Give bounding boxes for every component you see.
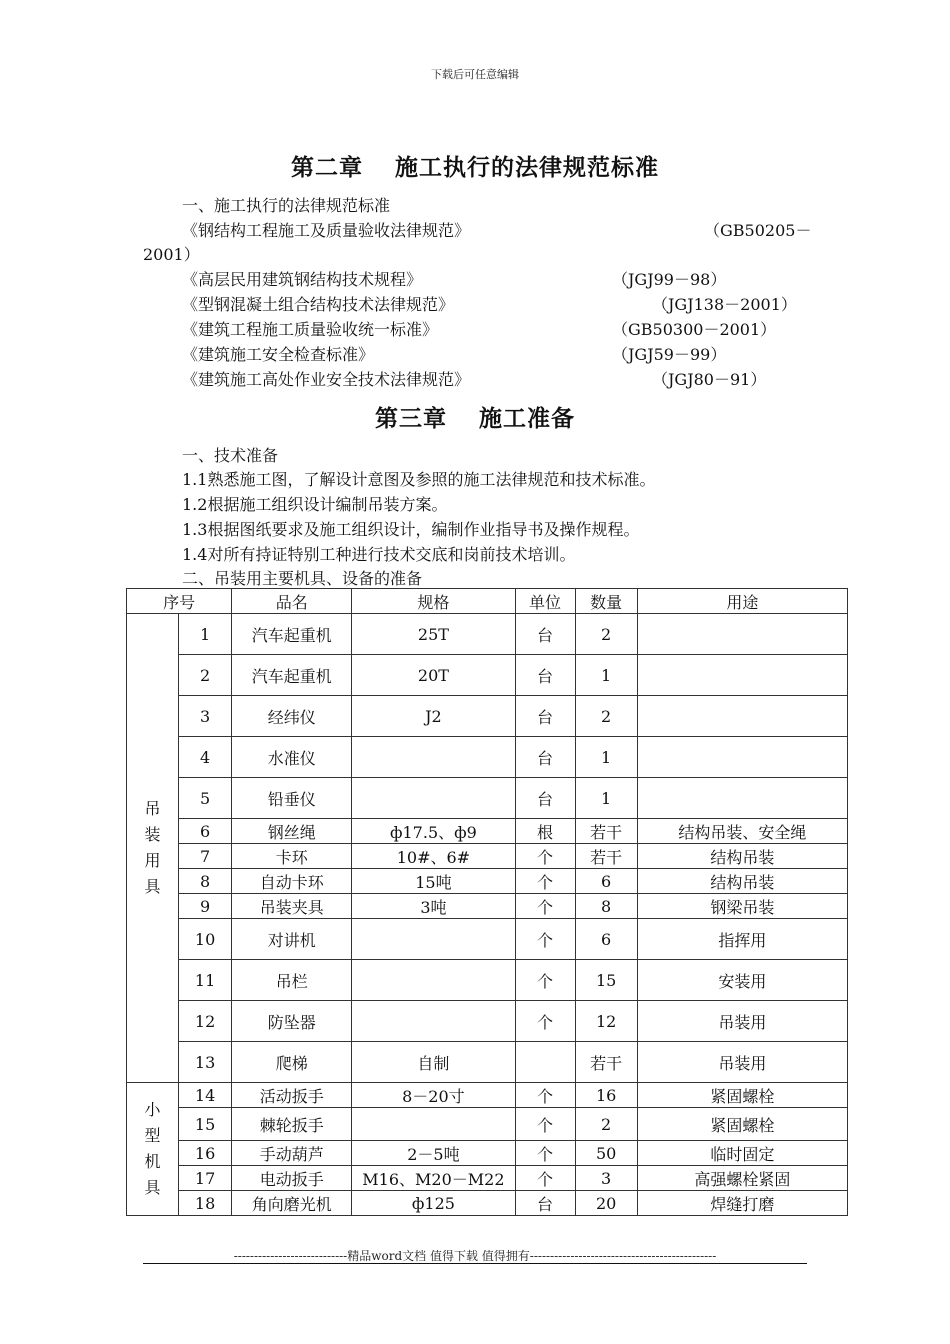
- standard-code-continued: 2001）: [143, 245, 200, 264]
- cell-name: 防坠器: [232, 1001, 352, 1042]
- cell-qty: 若干: [575, 844, 637, 869]
- cell-qty: 6: [575, 919, 637, 960]
- group-label-lifting-tools: [127, 614, 179, 1083]
- table-row: [127, 696, 848, 737]
- cell-no: 13: [179, 1042, 232, 1083]
- chapter2-title: 施工执行的法律规范标准: [395, 154, 659, 181]
- cell-name: 吊栏: [232, 960, 352, 1001]
- cell-spec: 3吨: [352, 894, 515, 919]
- cell-no: 14: [179, 1083, 232, 1108]
- cell-no: 2: [179, 655, 232, 696]
- cell-spec: [352, 919, 515, 960]
- cell-name: 手动葫芦: [232, 1141, 352, 1166]
- table-row: [127, 1108, 848, 1141]
- cell-unit: 个: [515, 1141, 575, 1166]
- cell-use: 安装用: [637, 960, 847, 1001]
- header-spec: 规格: [352, 589, 515, 614]
- cell-unit: 根: [515, 819, 575, 844]
- cell-unit: 台: [515, 778, 575, 819]
- cell-qty: 12: [575, 1001, 637, 1042]
- cell-no: 10: [179, 919, 232, 960]
- cell-spec: [352, 778, 515, 819]
- cell-spec: [352, 1108, 515, 1141]
- chapter3-prefix: 第三章: [375, 405, 447, 432]
- cell-unit: 台: [515, 614, 575, 655]
- cell-no: 4: [179, 737, 232, 778]
- cell-spec: 20T: [352, 655, 515, 696]
- group-label-text: 吊 装 用 具: [144, 799, 161, 896]
- cell-spec: [352, 1001, 515, 1042]
- header-qty: 数量: [575, 589, 637, 614]
- cell-qty: 50: [575, 1141, 637, 1166]
- cell-name: 卡环: [232, 844, 352, 869]
- cell-use: [637, 737, 847, 778]
- cell-qty: 1: [575, 737, 637, 778]
- cell-no: 18: [179, 1191, 232, 1216]
- cell-unit: 个: [515, 1108, 575, 1141]
- standard-name: 《型钢混凝土组合结构技术法律规范》: [182, 295, 455, 314]
- cell-no: 1: [179, 614, 232, 655]
- cell-no: 17: [179, 1166, 232, 1191]
- cell-name: 经纬仪: [232, 696, 352, 737]
- table-row: [127, 1141, 848, 1166]
- header-unit: 单位: [515, 589, 575, 614]
- cell-qty: 若干: [575, 819, 637, 844]
- cell-unit: 个: [515, 1166, 575, 1191]
- cell-unit: 个: [515, 1083, 575, 1108]
- tech-prep-item: 1.3根据图纸要求及施工组织设计，编制作业指导书及操作规程。: [182, 520, 640, 539]
- cell-spec: 15吨: [352, 869, 515, 894]
- cell-spec: [352, 737, 515, 778]
- cell-spec: 自制: [352, 1042, 515, 1083]
- cell-name: 钢丝绳: [232, 819, 352, 844]
- cell-use: 临时固定: [637, 1141, 847, 1166]
- cell-spec: ф17.5、ф9: [352, 819, 515, 844]
- table-row: [127, 1166, 848, 1191]
- cell-spec: [352, 960, 515, 1001]
- cell-use: 结构吊装: [637, 869, 847, 894]
- cell-spec: ф125: [352, 1191, 515, 1216]
- standard-item: [182, 267, 822, 290]
- standard-name: 《建筑施工高处作业安全技术法律规范》: [182, 370, 471, 389]
- cell-no: 5: [179, 778, 232, 819]
- standard-item: [182, 317, 822, 340]
- table-row: [127, 869, 848, 894]
- cell-name: 水准仪: [232, 737, 352, 778]
- cell-name: 铅垂仪: [232, 778, 352, 819]
- cell-qty: 若干: [575, 1042, 637, 1083]
- page-header-note: 下载后可任意编辑: [431, 68, 519, 81]
- table-row: [127, 1191, 848, 1216]
- cell-qty: 2: [575, 696, 637, 737]
- cell-use: 结构吊装: [637, 844, 847, 869]
- table-row: [127, 1042, 848, 1083]
- cell-spec: 8－20寸: [352, 1083, 515, 1108]
- standard-name: 《建筑工程施工质量验收统一标准》: [182, 320, 439, 339]
- standard-item: [182, 367, 822, 390]
- chapter3-section2: 二、吊装用主要机具、设备的准备: [182, 569, 423, 588]
- cell-use: 紧固螺栓: [637, 1108, 847, 1141]
- group-label-small-tools: [127, 1083, 179, 1216]
- chapter3-heading: [0, 400, 950, 433]
- cell-unit: 台: [515, 655, 575, 696]
- standard-code: （GB50205－: [704, 221, 812, 240]
- cell-spec: 10#、6#: [352, 844, 515, 869]
- cell-use: 吊装用: [637, 1001, 847, 1042]
- standard-item: [182, 218, 822, 241]
- cell-use: [637, 696, 847, 737]
- header-use: 用途: [637, 589, 847, 614]
- cell-no: 7: [179, 844, 232, 869]
- cell-unit: [515, 1042, 575, 1083]
- standard-item: [182, 342, 822, 365]
- cell-use: 焊缝打磨: [637, 1191, 847, 1216]
- table-row: [127, 614, 848, 655]
- chapter2-heading: [0, 149, 950, 182]
- tech-prep-item: 1.4对所有持证特别工种进行技术交底和岗前技术培训。: [182, 545, 576, 564]
- cell-no: 6: [179, 819, 232, 844]
- cell-use: 紧固螺栓: [637, 1083, 847, 1108]
- standard-code: （JGJ138－2001）: [652, 295, 797, 314]
- standard-name: 《高层民用建筑钢结构技术规程》: [182, 270, 423, 289]
- cell-use: 结构吊装、安全绳: [637, 819, 847, 844]
- cell-unit: 台: [515, 1191, 575, 1216]
- cell-name: 对讲机: [232, 919, 352, 960]
- cell-unit: 个: [515, 1001, 575, 1042]
- cell-spec: 2－5吨: [352, 1141, 515, 1166]
- cell-no: 12: [179, 1001, 232, 1042]
- cell-use: [637, 778, 847, 819]
- standard-item: [182, 292, 822, 315]
- cell-qty: 8: [575, 894, 637, 919]
- tech-prep-item: 1.1熟悉施工图，了解设计意图及参照的施工法律规范和技术标准。: [182, 470, 656, 489]
- header-no: 序号: [127, 589, 232, 614]
- cell-use: 钢梁吊装: [637, 894, 847, 919]
- cell-qty: 1: [575, 655, 637, 696]
- table-row: [127, 1001, 848, 1042]
- cell-name: 角向磨光机: [232, 1191, 352, 1216]
- cell-spec: M16、M20－M22: [352, 1166, 515, 1191]
- cell-qty: 16: [575, 1083, 637, 1108]
- cell-qty: 1: [575, 778, 637, 819]
- header-name: 品名: [232, 589, 352, 614]
- footer-divider: [143, 1263, 807, 1264]
- cell-use: 高强螺栓紧固: [637, 1166, 847, 1191]
- table-row: [127, 737, 848, 778]
- cell-qty: 2: [575, 614, 637, 655]
- cell-name: 汽车起重机: [232, 655, 352, 696]
- standard-name: 《建筑施工安全检查标准》: [182, 345, 375, 364]
- standard-name: 《钢结构工程施工及质量验收法律规范》: [182, 221, 471, 240]
- cell-spec: J2: [352, 696, 515, 737]
- table-row: [127, 778, 848, 819]
- chapter2-section1: 一、施工执行的法律规范标准: [182, 196, 391, 215]
- table-row: [127, 1083, 848, 1108]
- cell-use: [637, 614, 847, 655]
- cell-no: 3: [179, 696, 232, 737]
- cell-unit: 个: [515, 894, 575, 919]
- cell-name: 电动扳手: [232, 1166, 352, 1191]
- cell-unit: 台: [515, 696, 575, 737]
- standard-code: （JGJ99－98）: [612, 270, 727, 289]
- table-row: [127, 655, 848, 696]
- cell-spec: 25T: [352, 614, 515, 655]
- chapter3-title: 施工准备: [479, 405, 575, 432]
- standard-code: （JGJ80－91）: [652, 370, 767, 389]
- tech-prep-item: 1.2根据施工组织设计编制吊装方案。: [182, 495, 448, 514]
- equipment-table: [126, 588, 848, 1216]
- cell-name: 棘轮扳手: [232, 1108, 352, 1141]
- table-row: [127, 844, 848, 869]
- cell-name: 活动扳手: [232, 1083, 352, 1108]
- cell-name: 汽车起重机: [232, 614, 352, 655]
- cell-name: 自动卡环: [232, 869, 352, 894]
- standard-code: （GB50300－2001）: [612, 320, 777, 339]
- table-row: [127, 894, 848, 919]
- cell-unit: 个: [515, 844, 575, 869]
- cell-no: 8: [179, 869, 232, 894]
- cell-qty: 2: [575, 1108, 637, 1141]
- page-footer-note: ----------------------------精品word文档 值得下载 值得拥有----------------------------------------------: [233, 1249, 717, 1263]
- chapter3-section1: 一、技术准备: [182, 446, 279, 465]
- cell-qty: 15: [575, 960, 637, 1001]
- cell-unit: 个: [515, 960, 575, 1001]
- table-header-row: [127, 589, 848, 614]
- cell-qty: 6: [575, 869, 637, 894]
- chapter2-prefix: 第二章: [291, 154, 363, 181]
- table-row: [127, 819, 848, 844]
- table-row: [127, 919, 848, 960]
- standard-code: （JGJ59－99）: [612, 345, 727, 364]
- cell-use: 指挥用: [637, 919, 847, 960]
- cell-name: 爬梯: [232, 1042, 352, 1083]
- cell-no: 11: [179, 960, 232, 1001]
- cell-unit: 台: [515, 737, 575, 778]
- cell-no: 15: [179, 1108, 232, 1141]
- cell-no: 9: [179, 894, 232, 919]
- table-row: [127, 960, 848, 1001]
- cell-name: 吊装夹具: [232, 894, 352, 919]
- cell-unit: 个: [515, 869, 575, 894]
- cell-qty: 3: [575, 1166, 637, 1191]
- group-label-text: 小 型 机 具: [144, 1100, 161, 1197]
- cell-qty: 20: [575, 1191, 637, 1216]
- cell-unit: 个: [515, 919, 575, 960]
- cell-no: 16: [179, 1141, 232, 1166]
- cell-use: 吊装用: [637, 1042, 847, 1083]
- cell-use: [637, 655, 847, 696]
